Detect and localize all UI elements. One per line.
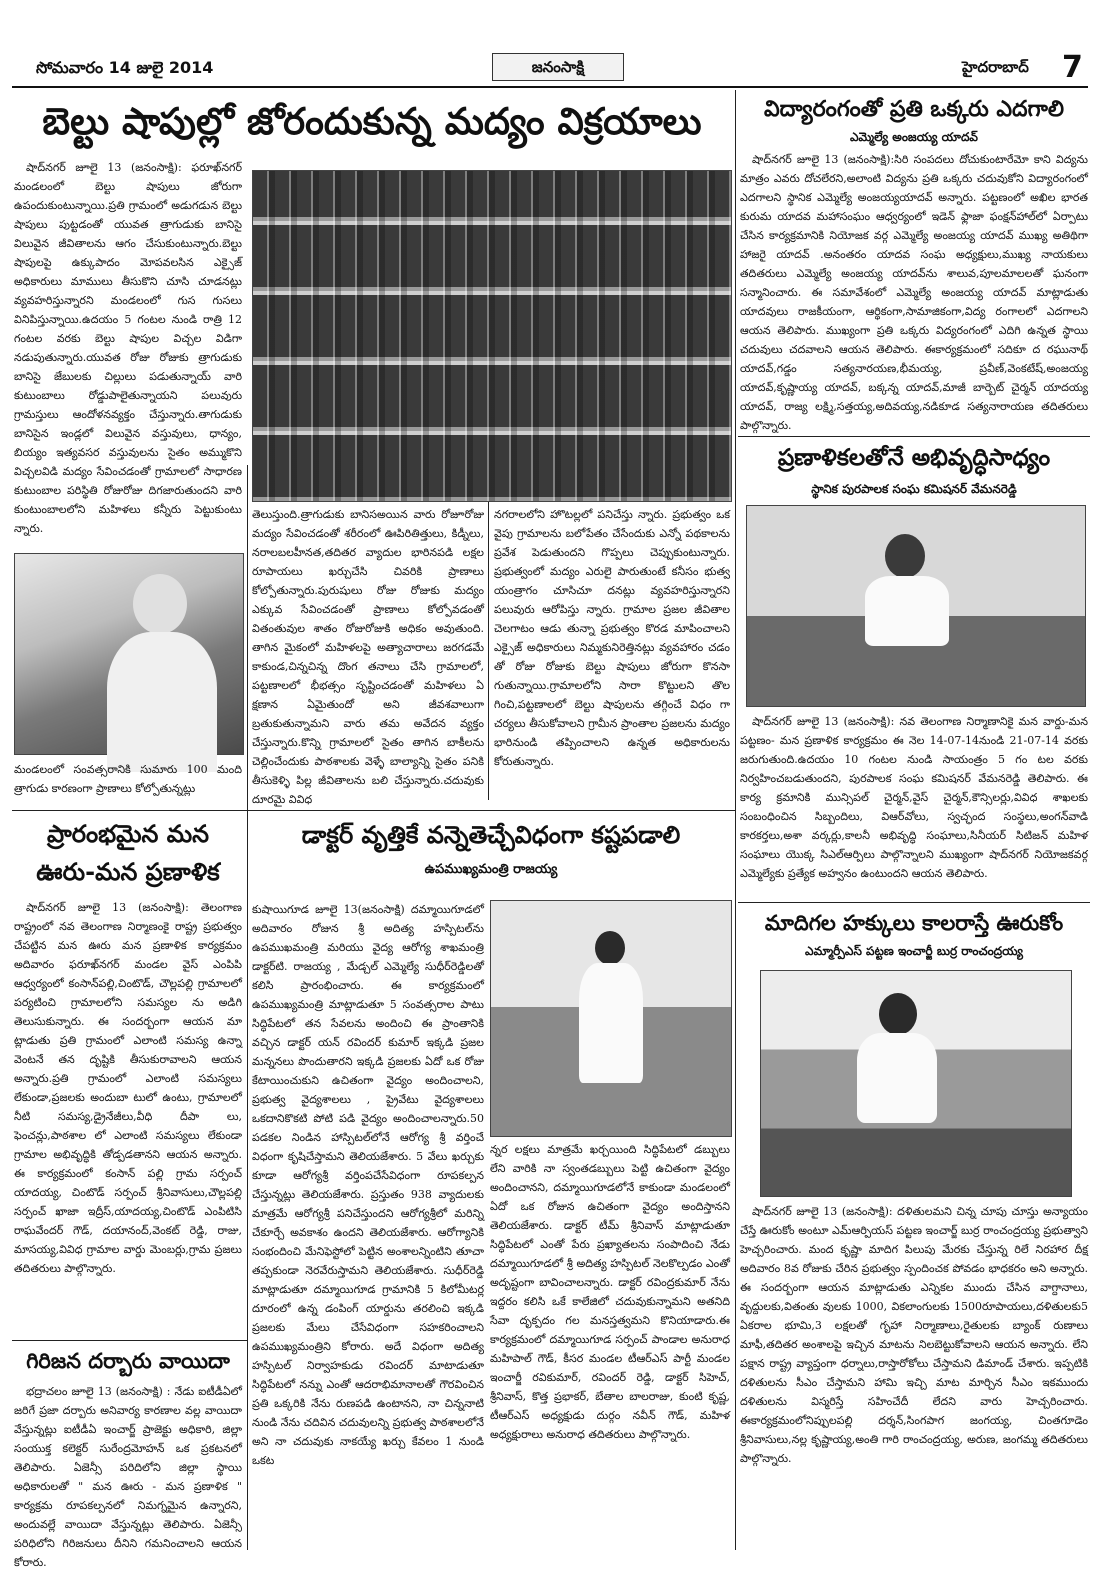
drinking-man-photo [14, 553, 244, 755]
education-subhead: ఎమ్మెల్యే అంజయ్య యాదవ్ [850, 130, 978, 144]
doctor-subhead: ఉపముఖ్యమంత్రి రాజయ్య [424, 862, 558, 877]
edition-city: హైదరాబాద్ [962, 58, 1029, 76]
man-head-shape [133, 574, 187, 634]
liquor-paragraph-2: తెలుస్తుంది.త్రాగుడుకు బానిసఅయిన వారు రోజూరోజు మద్యం సేవించడంతో శరీరంలో ఊపిరితిత్తులు, కిడ్నీలు, నరాలబలహీనత,తదితర వ్యాదుల భారినపడి లక్షల రూపాయలు ఖర్చుచేసి చివరికి ప్రాణాలు కోల్పోతున్నారు.పురుషులు రోజు రోజుకు మద్యం ఎక్కువ సేవించడంతో ప్రాణాలు కోల్పోవడంతో వితంతువుల శాతం రోజురోజుకి అధికం అవుతుంది. తాగిన మైకంలో మహిళలపై అత్యాచారాలు జరగడమే కాకుండ,చిన్నచిన్న దొంగ తనాలు చేసి గ్రామాలలో, పట్టణాలలో భీభత్సం సృష్టించడంతో మహిళలు ఏ క్షణాన ఏమైతుందో అని జీవశవాలుగా బ్రతుకుతున్నామని వారు తమ అవేదన వ్యక్తం చేస్తున్నారు.కొన్ని గ్రామాలలో సైతం తాగిన బాకీలను చెల్లించేందుకు పాఠశాలకు వెళ్ళే బాల్యాన్ని సైతం పనికి తీసుకెళ్ళి పిల్ల జీవితాలను బలి చేస్తున్నారు.చదువుకు దూరమై వివిధ [252, 508, 484, 806]
liquor-body-col1 [14, 158, 242, 550]
development-body [740, 712, 1088, 900]
girijana-headline: గిరిజన దర్బారు వాయిదా [26, 1349, 230, 1373]
girijana-paragraph: భద్రాచలం జూలై 13 (జనంసాక్షి) : నేడు ఐటీడీఏలో జరిగే ప్రజా దర్బారు అనివార్య కారణాల వల్ల వాయిదా వేస్తున్నట్లు ఐటీడీఏ ఇంచార్జ్ ప్రాజెక్టు అధికారి, జిల్లా సంయుక్త కలెక్టర్ సురేంద్రమోహన్ ఒక ప్రకటనలో తెలిపారు. ఏజెన్సీ పరిదిలోని జిల్లా స్థాయి అధికారులతో " మన ఊరు - మన ప్రణాళిక " కార్యక్రమ రూపకల్పనలో నిమగ్నమైన ఉన్నారని, అందువల్లే వాయిదా వేస్తున్నట్లు తెలిపారు. ఏజెన్సీ పరిధిలోని గిరిజనులు దీనిని గమనించాలని ఆయన కోరారు. [14, 1385, 242, 1569]
doctor-body-col2 [490, 1140, 730, 1552]
liquor-paragraph-3: నగరాలలోని హొటల్లలో పనిచేస్తు న్నారు. ప్రభుత్వం ఒక వైపు గ్రామాలను బలోపేతం చేసేందుకు ఎన్నో పథకాలను ప్రవేశ పెడుతుందని గొప్పలు చెప్పుకుంటున్నారు. ప్రభుత్వంలో మద్యం ఎరులై పారుతుంటే కనీసం భుత్వ యంత్రాగం చూసిచూ దనట్లు వ్యవహరిస్తున్నారని పలువురు ఆరోపిస్తు న్నారు. గ్రామాల ప్రజల జీవితాల చెలగాటం ఆడు తున్నా ప్రభుత్వం కొరడ మాపించాలని ఎక్సైజ్ అధికారులు నిమ్మకునిరెత్తినట్లు వ్యవహారం చడం తో రోజు రోజుకు బెల్టు షాపులు జోరుగా కొనసా గుతున్నాయి.గ్రామాలలోని సారా కొట్టులని తొల గించి,పట్టణాలలో బెల్టు షాపులను తగ్గించే విధం గా చర్యలు తీసుకోవాలని గ్రామీన ప్రాంతాల ప్రజలను మద్యం భారినుండి తప్పించాలని ఉన్నత అధికారులను కోరుతున్నారు. [494, 508, 730, 768]
girijana-body [14, 1382, 242, 1569]
education-paragraph: షాద్‌నగర్ జూలై 13 (జనంసాక్షి):సిరి సంపదలు దోచుకుంటారేమో కాని విద్యను మాత్రం ఎవరు దోచలేరని,అలాంటి విద్యను ప్రతి ఒక్కరు చదువుకోని విద్యారంగంలో ఎదగాలని స్థానిక ఎమ్మెల్యే అంజయ్యయాదవ్ అన్నారు. పట్టణంలో అఖిల భారత కురుమ యాదవ మహాసంఘం ఆధ్వర్యంలో ఇడెన్ ఫ్లాజా ఫంక్షన్‌హాల్‌లో ఏర్పాటు చేసిన కార్యక్రమానికి నియోజక వర్గ ఎమ్మెల్యే అంజయ్య యాదవ్ ముఖ్య అతిథిగా హాజరై యాదవ్ .అనంతరం యాదవ సంఘ అధ్యక్షులు,ముఖ్య నాయకులు తదితరులు ఎమ్మెల్యే అంజయ్య యాదవ్‌ను శాలువ,పూలమాలలతో ఘనంగా సన్మానించారు. ఈ సమావేశంలో ఎమ్మెల్యే అంజయ్య యాదవ్ మాట్లాడుతు యాదవులు రాజకీయంగా, ఆర్థికంగా,సామాజికంగా,విద్య రంగాలలో ఎదగాలని ఆయన తెలిపారు. ముఖ్యంగా ప్రతి ఒక్కరు విద్యరంగంలో ఎదిగి ఉన్నత స్థాయి చదువులు చదవాలని ఆయన తెలిపారు. ఈకార్యక్రమంలో సదికూ ద రఘునాథ్ యాదవ్,గడ్డం సత్యనారయణ,భీమయ్య, ప్రవీణ్,వెంకటేష్,అంజయ్య యాదవ్,కృష్ణాయ్య యాదవ్, బక్కన్న యాదవ్,మాజీ బార్బెట్ చైర్మన్ యాదయ్య యాదవ్, రాజ్య లక్ష్మి,సత్తయ్య,అదివయ్య,నడికూడ సత్యనారాయణ తదితరులు పాల్గొన్నారు. [740, 153, 1088, 432]
speaker-head-shape [885, 534, 925, 578]
doctor-paragraph-1: కుషాయిగూడ జూలై 13(జనంసాక్షి) దమ్మాయిగూడలో అదివారం రోజున శ్రీ అదిత్య హస్పిటల్‌ను ఉపముఖమంత్రి మరియు వైద్య ఆరోగ్య శాఖమంత్రి డాక్టర్‌టి. రాజయ్య , మేడ్చల్ ఎమ్మెల్యే సుధీర్‌రెడ్డిలతో కలిసి ప్రారంభించారు. ఈ కార్యక్రమంలో ఉపముఖ్యమంత్రి మాట్లాడుతూ 5 సంవత్సరాల పాటు సిద్ధిపేటలో తన సేవలను అందించి ఈ ప్రాంతానికి వచ్చిన డాక్టర్ యన్ రవిందర్ కుమార్ ఇక్కడి ప్రజల మన్ననలు పొందుతారని ఇక్కడి ప్రజలకు ఏదో ఒక రోజు కేటాయించుకుని ఉచితంగా వైద్యం అందించాలని, ప్రభుత్వ వైద్యశాలలు , ప్రైవేటు వైద్యశాలలు ఒకదానికొకటి పోటి పడి వైద్యం అందించాలన్నారు.50 పడకల నిండిన హాస్పిటల్‌లోనే ఆరోగ్య శ్రీ వర్తించే విధంగా కృషిచేస్తామని తెలియజేశారు. 5 వేలు ఖర్చుకు కూడా ఆరోగ్యశ్రీ వర్తింపచేసేవిధంగా రూపకల్పన చేస్తున్నట్లు తెలియజేశారు. ప్రస్తుతం 938 వ్యాదులకు మాత్రమే ఆరోగ్యశ్రీ పనిచేస్తుందని ఆరోగ్యశ్రీలో మరిన్ని చేకూర్చే అవకాశం ఉందని తెలియజేశారు. ఆరోగ్యానికి సంభందించి మేనిఫెస్టోలో పెట్టిన అంశాలన్నింటిని తూచా తప్పకుండా నెరవేరుస్తామని తెలియజేశారు. సుధీర్‌రెడ్డి మాట్లాడుతూ దమ్మాయిగూడ గ్రామానికి 5 కిలోమీటర్ల దూరంలో ఉన్న డంపింగ్ యార్డును తరలించి ఇక్కడి ప్రజలకు మేలు చేసేవిధంగా సహకరించాలని ఉపముఖ్యమంత్రిని కోరారు. అదే విధంగా అదిత్య హస్పిటల్ నిర్వాహకుడు రవిందర్ మాటాడుతూ సిద్ధిపేటలో నన్ను ఎంతో ఆదరాభిమానాలతో గౌరవించిన ప్రతి ఒక్కరికి నేను రుణపడి ఉంటానని, నా చిన్ననాటి నుండి నేను చదివిన చదువులన్ని ప్రభుత్వ పాఠశాలలోనే అని నా చదువుకు నాకయ్యే ఖర్చు కేవలం 1 నుండి ఒకట [252, 903, 484, 1467]
liquor-body-col1-cont [14, 760, 242, 804]
column-divider-right [735, 90, 736, 1550]
development-headline: ప్రణాళికలతోనే అభివృద్ధిసాధ్యం [777, 445, 1051, 471]
madiga-headline: మాదిగల హక్కులు కాలరాస్తే ఊరుకోం [764, 911, 1064, 935]
village-headline-line1: ప్రారంభమైన మన [47, 820, 209, 848]
liquor-shelves-photo [252, 170, 732, 502]
protester-shirt-shape [857, 1033, 937, 1123]
doctor-headline: డాక్టర్ వృత్తికే వన్నెతెచ్చేవిధంగా కష్టపడాలి [301, 821, 681, 849]
development-paragraph: షాద్‌నగర్ జూలై 13 (జనంసాక్షి): నవ తెలంగాణ నిర్మాణానికై మన వార్డు-మన పట్టణం- మన ప్రణాళిక కార్యక్రమం ఈ నెల 14-07-14నుండి 21-07-14 వరకు జరుగుతుంది.ఉదయం 10 గంటల నుండి సాయంత్రం 5 గం టల వరకు నిర్వహించబడుతుందని, పురపాలక సంఘ కమిషనర్ వేమనరెడ్డి తెలిపారు. ఈ కార్య క్రమానికి మున్సిపల్ చైర్మన్,వైస్ చైర్మన్,కౌన్సిలర్లు,వివిధ శాఖలకు సంబంధించిన సిబ్బందిలు, విఆర్‌వోలు, స్వచ్ఛంద సంస్థలు,అంగన్‌వాడి కారకర్తలు,అశా వర్కర్లు,కాలనీ అభివృద్ధి సంఘాలు,సినీయర్ సిటిజన్ మహిళ సంఘాలు యొక్క సిఎల్ఆర్పిలు పాల్గొన్నాలని ముఖ్యంగా షాద్‌నగర్ నియోజకవర్గ ఎమ్మెల్యేకు ప్రత్యేక అహ్వనం ఉంటుందని ఆయన తెలిపారు. [740, 715, 1088, 880]
liquor-bottom-rule [12, 810, 735, 811]
liquor-body-col3 [494, 505, 730, 805]
liquor-headline: బెల్టు షాపుల్లో జోరందుకున్న మద్యం విక్రయాలు [42, 100, 702, 143]
liquor-body-col2 [252, 505, 484, 805]
column-divider-left [247, 465, 248, 1550]
minister-dress-shape [579, 963, 643, 1083]
madiga-paragraph: షాద్‌నగర్ జూలై 13 (జనంసాక్షి): దళితులమని చిన్న చూపు చూస్తు అన్యాయం చేస్తే ఊరుకోం అంటూ ఎమ్ఆర్పియస్ పట్టణ ఇంచార్జ్ బుర్ర రాంచంద్రయ్య ప్రభుత్వాని హెచ్చరించారు. మంద కృష్ణా మాదిగ పిలుపు మేరకు చేస్తున్న రిలే నిరహార దీక్ష అదివారం 8వ రోజుకు చేరిన ప్రభుత్వం స్పందించక పోవడం భాధకరం అని అన్నారు. ఈ సందర్బంగా ఆయన మాట్లాడుతు ఎన్నికల ముందు చేసిన వాగ్దానాలు, వృద్దులకు,వితంతు వులకు 1000, వికలాంగులకు 1500రూపాయలు,దళితులకు5 ఏకరాల భూమి,3 లక్షలతో గృహా నిర్మాణాలు,రైతులకు బ్యాంక్ రుణాలు మాఫీ,తదితర అంశాలపై ఇచ్చిన మాటను నిలబెట్టుకోవాలని ఆయన అన్నారు. లేని పక్షాన రాష్ట్ర వ్యాప్తంగా ధర్నాలు,రాస్తారోకోలు చేస్తామని డిమాండ్ చేశారు. ఇప్పటికి దళితులను సీఎం చేస్తామని హామి ఇచ్చి మాట మార్చిన సీఎం ఇకముందు దళితులను విస్మరిస్తే సహించేదీ లేదని వారు హెచ్చరించారు. ఈకార్యక్రమంలోనిప్పులపల్లి దర్శన్,సింగపాగ జంగయ్య, చింతగూడెం శ్రీనివాసులు,నల్ల కృష్ణాయ్య,అంతి గారి రాంచంద్రయ్య, అరుణ, జంగమ్మ తదితరులు పాల్గొన్నారు. [740, 1205, 1088, 1465]
page-number: 7 [1062, 50, 1083, 85]
village-paragraph: షాద్‌నగర్ జూలై 13 (జనంసాక్షి): తెలంగాణ రాష్ట్రంలో నవ తెలంగాణ నిర్మాణంకై రాష్ట్ర ప్రభుత్వం చేపట్టిన మన ఊరు మన ప్రణాళిక కార్యక్రమం అదివారం ఫరూఖ్‌నగర్ మండల వైస్ ఎంపిపి ఆధ్వర్యంలో కంసాన్‌పల్లి,చింటొడ్, చౌల్లపల్లి గ్రామాలలో పర్యటించి గ్రామాలలోని సమస్యల ను అడిగి తెలుసుకున్నారు. ఈ సందర్బంగా ఆయన మా ట్లాడుతు ప్రతి గ్రామంలో ఎలాంటి సమస్య ఉన్నా వెంటనే తన దృష్టికి తీసుకురావాలని ఆయన అన్నారు.ప్రతి గ్రామంలో ఎలాంటి సమస్యలు లేకుండా,ప్రజలకు అందుబా టులో ఉంటు, గ్రామాలలో నీటి సమస్య,డ్రైనేజీలు,వీధి దీపా లు, ఫెంచన్లు,పాఠశాల లో ఎలాంటి సమస్యలు లేకుండా గ్రామాల అభివృద్ధికి తోడ్పడతానని ఆయన అన్నారు. ఈ కార్యక్రమంలో కంసాన్ పల్లి గ్రామ సర్పంచ్ యాదయ్య, చింటొడ్ సర్పంచ్ శ్రీనివాసులు,చౌల్లపల్లి సర్పంచ్ ఖాజా ఇద్రీస్,యాదయ్య,చింటొడ్ ఎంపిటిసి రాఘవేందర్ గౌడ్, దయానంద్,వెంకట్ రెడ్డి, రాజు, మాసయ్య,వివిధ గ్రామాల వార్డు మెంబర్లు,గ్రామ ప్రజలు తదితరులు పాల్గొన్నారు. [14, 901, 242, 1275]
liquor-paragraph: షాద్‌నగర్ జూలై 13 (జనంసాక్షి): ఫరూఖ్‌నగర్ మండలంలో బెల్టు షాపులు జోరుగా ఉపందుకుంటున్నాయి.ప్రతి గ్రామంలో అడుగడున బెల్టు షాపులు పుట్టడంతో యువత త్రాగుడుకు బానిసై విలువైన జీవితాలను ఆగం చేసుకుంటున్నారు.బెల్టు షాపులపై ఉక్కుపాదం మోపవలసిన ఎక్సైజ్ అధికారులు మాములు తీసుకొని చూసి చూడనట్లు వ్యవహరిస్తున్నారని మండలంలో గుస గుసలు వినిపిస్తున్నాయి.ఉదయం 5 గంటల నుండి రాత్రి 12 గంటల వరకు బెల్టు షాపుల విచ్చల విడిగా నడుపుతున్నారు.యువత రోజు రోజుకు త్రాగుడుకు బానిసై జేబులకు చిల్లులు పడుతున్నాయ్ వారి కుటుంబాలు రోడ్డుపాలైతున్నాయని పలువురు గ్రామస్తులు ఆందోళనవ్యక్తం చేస్తున్నారు.తాగుడుకు బానిసైన ఇండ్లలో విలువైన వస్తువులు, ధాన్యం, బియ్యం ఇత్యవసర వస్తువులను సైతం అమ్ముకొని విచ్చలవిడి మద్యం సేవించడంతో గ్రామాలలో సాధారణ కుటుంబాల పరిస్థితి రోజురోజు దిగజారుతుందని వారి కుంటుంబాలలోని మహిళలు కన్నీరు పెట్టుకుంటు న్నారు. [14, 161, 242, 535]
education-headline: విద్యారంగంతో ప్రతి ఒక్కరు ఎదగాలి [764, 97, 1064, 122]
doctor-paragraph-2: న్నర లక్షలు మాత్రమే ఖర్చయింది సిద్ధిపేటలో డబ్బులు లేని వారికి నా స్వంతడబ్బులు పెట్టి ఉచితంగా వైద్యం అందించానని, దమ్మాయిగూడలోనే కాకుండా మండలంలో ఏదో ఒక రోజున ఉచితంగా వైద్యం అందిస్తానని తెలియజేశారు. డాక్టర్ టీమ్ శ్రీనివాస్ మాట్లాడుతూ సిద్ధిపేటలో ఎంతో పేరు ప్రఖ్యాతలను సంపాదించి నేడు దమ్మాయిగూడలో శ్రీ అదిత్య హస్పిటల్ నెలకొల్పడం ఎంతో అదృష్టంగా బావించాలన్నారు. డాక్టర్ రవింద్రకుమార్ నేను ఇద్దరం కలిసి ఒకే కాలేజిలో చదువుకున్నామని అతనిది సేవా దృక్పదం గల మనస్తత్వమని కొనియాడారు.ఈ కార్యక్రమంలో దమ్మాయిగూడ సర్పంచ్ పాండాల అనురాధ మహిపాల్ గౌడ్, కీసర మండల టీఆర్‌ఎస్ పార్టీ మండల ఇంచార్జీ రవికుమార్, రవిందర్ రెడ్డి, డాక్టర్ సిహెచ్, శ్రీనివాస్, కొత్త ప్రభాకర్, బేతాల బాలరాజు, కుంటి కృష్ణ, టీఆర్‌ఎస్ అధ్యక్షుడు దుర్గం నవీన్ గౌడ్, మహిళ అధ్యక్షురాలు అనురాధ తదితరులు పాల్గొన్నారు. [490, 1143, 730, 1441]
development-bottom-rule [738, 902, 1090, 903]
man-shirt-shape [107, 632, 217, 772]
madiga-subhead: ఎమ్మార్పీఎస్ పట్టణ ఇంచార్జీ బుర్ర రాంచంద్రయ్య [805, 944, 1023, 958]
minister-head-shape [595, 931, 625, 965]
issue-date: సోమవారం 14 జులై 2014 [36, 58, 214, 77]
newspaper-logo: జనంసాక్షి [492, 53, 624, 81]
protester-head-shape [879, 993, 917, 1035]
doctor-body-col1 [252, 900, 484, 1552]
village-headline-line2: ఊరు-మన ప్రణాళిక [36, 858, 220, 886]
village-body [14, 898, 242, 1336]
education-body [740, 150, 1088, 432]
masthead-rule [12, 86, 1088, 88]
madiga-body [740, 1202, 1088, 1552]
meeting-photo [746, 505, 1086, 707]
column-divider-liquor [488, 500, 489, 800]
protest-photo [760, 970, 1072, 1197]
village-bottom-rule [12, 1340, 247, 1341]
development-subhead: స్థానిక పురపాలక సంఘ కమిషనర్ వేమనరెడ్డి [811, 482, 1017, 496]
speaker-shirt-shape [865, 576, 949, 646]
hospital-inauguration-photo [490, 900, 732, 1137]
liquor-paragraph-cont: మండలంలో సంవత్సరానికి సుమారు 100 మంది త్రాగుడు కారణంగా ప్రాణాలు కోల్పోతున్నట్లు [14, 763, 242, 795]
education-bottom-rule [738, 436, 1090, 437]
